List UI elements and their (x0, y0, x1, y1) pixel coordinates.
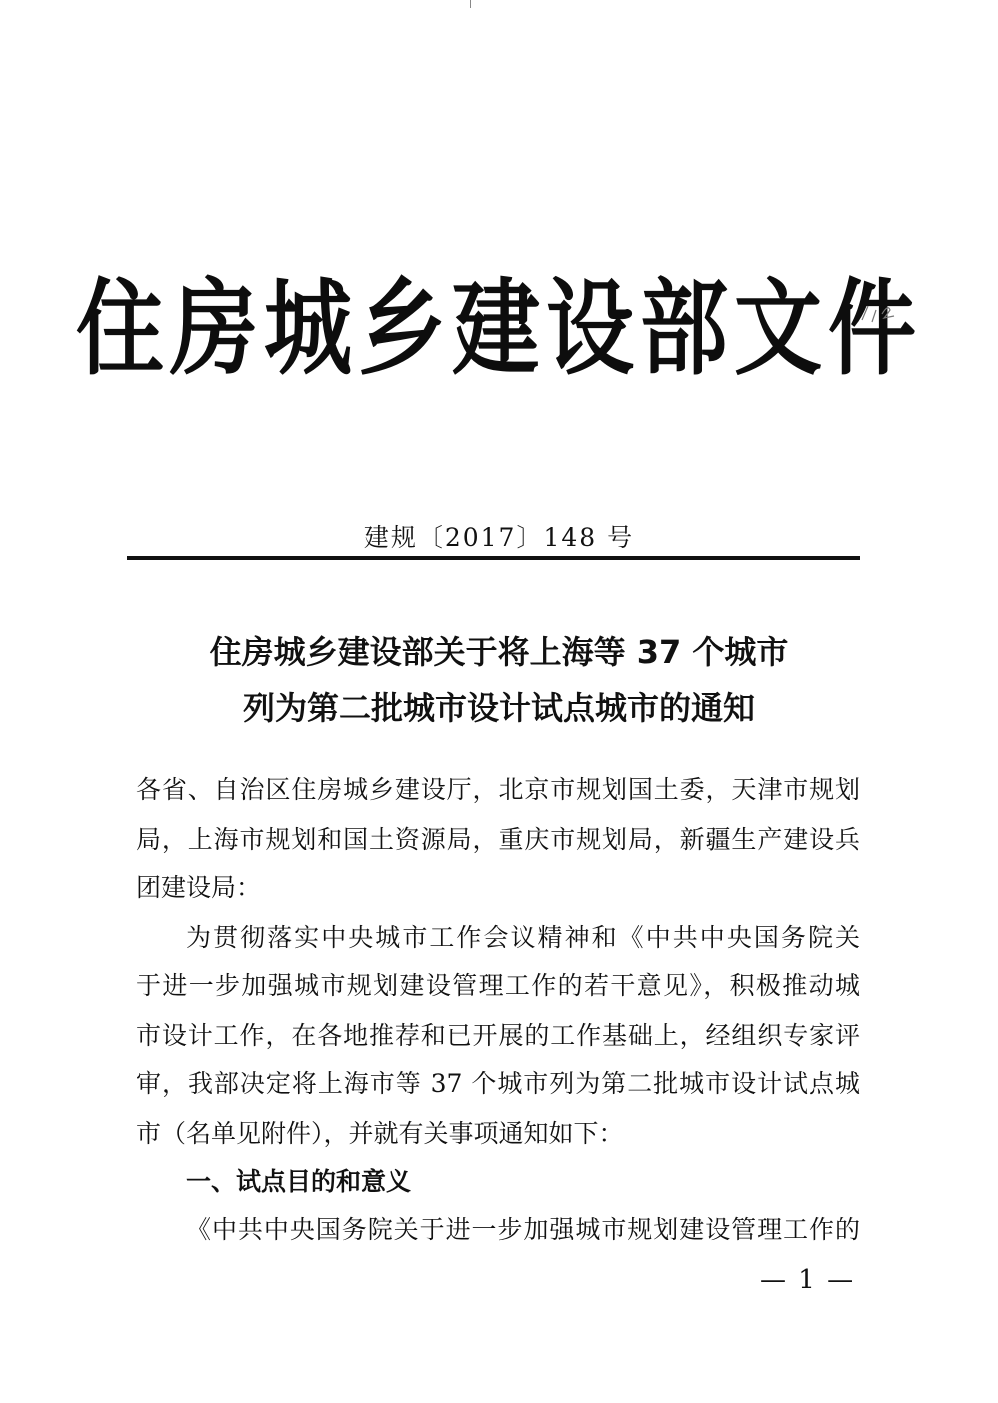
notice-title-line-1: 住房城乡建设部关于将上海等 37 个城市 (209, 633, 789, 671)
header-divider (127, 556, 860, 560)
page-number: — 1 — (760, 1265, 856, 1295)
section-1-heading: 一、试点目的和意义 (186, 1167, 412, 1196)
notice-title-line-2: 列为第二批城市设计试点城市的通知 (242, 689, 755, 727)
paragraph-1-line-1: 为贯彻落实中央城市工作会议精神和《中共中央国务院关 (186, 923, 860, 952)
document-number: 建规〔2017〕148 号 (363, 523, 635, 552)
paragraph-1-line-3: 市设计工作，在各地推荐和已开展的工作基础上，经组织专家评 (136, 1021, 860, 1050)
scan-artifact (470, 0, 471, 8)
recipients-line-3: 团建设局： (136, 873, 262, 902)
paragraph-1-line-2: 于进一步加强城市规划建设管理工作的若干意见》，积极推动城 (136, 971, 860, 1000)
section-1-line-1: 《中共中央国务院关于进一步加强城市规划建设管理工作的 (186, 1215, 860, 1244)
recipients-line-2: 局，上海市规划和国土资源局，重庆市规划局，新疆生产建设兵 (136, 825, 860, 854)
handwritten-mark (858, 296, 898, 326)
recipients-line-1: 各省、自治区住房城乡建设厅，北京市规划国土委，天津市规划 (136, 775, 860, 804)
paragraph-1-line-5: 市（名单见附件），并就有关事项通知如下： (136, 1119, 624, 1148)
paragraph-1-line-4: 审，我部决定将上海市等 37 个城市列为第二批城市设计试点城 (136, 1069, 860, 1098)
issuer-heading: 住房城乡建设部文件 (75, 267, 922, 390)
